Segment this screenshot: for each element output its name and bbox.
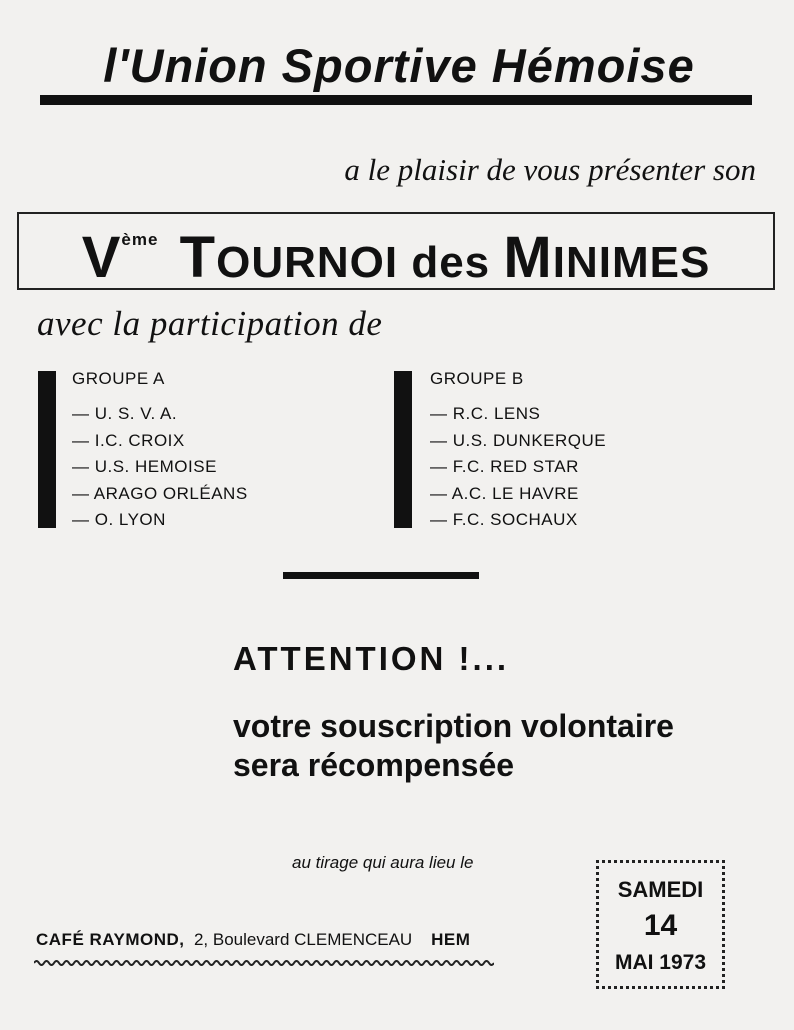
group-a-title: GROUPE A (72, 369, 165, 388)
address-town: HEM (431, 930, 471, 949)
souscription-line-2: sera récompensée (233, 747, 515, 783)
tournament-title (19, 224, 773, 291)
date-box (596, 860, 725, 989)
attention-heading: ATTENTION !... (233, 640, 510, 677)
tirage-text: au tirage qui aura lieu le (292, 853, 474, 872)
tournament-word3-rest: INIMES (552, 238, 711, 287)
souscription-text (233, 707, 674, 785)
list-item: — F.C. RED STAR (430, 457, 579, 477)
list-item: — R.C. LENS (430, 404, 541, 423)
address-street: 2, Boulevard CLEMENCEAU (193, 930, 413, 949)
list-item: — F.C. SOCHAUX (430, 510, 578, 530)
list-item: — A.C. LE HAVRE (430, 483, 579, 503)
tournament-word3-initial: M (503, 225, 553, 290)
participation-intro: avec la participation de (37, 304, 383, 343)
divider (283, 572, 479, 579)
wavy-underline (34, 959, 494, 967)
tournament-word1-initial: T (179, 225, 217, 290)
list-item: — U.S. DUNKERQUE (430, 430, 607, 450)
subtitle: a le plaisir de vous présenter son (344, 152, 756, 187)
souscription-line-1: votre souscription volontaire (233, 708, 674, 744)
tournament-word1-rest: OURNOI (216, 238, 399, 287)
date-month-year: MAI 1973 (614, 951, 707, 974)
group-b-list (430, 401, 606, 534)
page-title: l'Union Sportive Hémoise (103, 39, 695, 92)
tournament-ordinal-suffix: ème (121, 230, 159, 249)
group-b-title: GROUPE B (430, 369, 524, 388)
list-item: — ARAGO ORLÉANS (72, 483, 248, 503)
date-number: 14 (643, 909, 678, 942)
list-item: — O. LYON (72, 510, 166, 530)
group-a-bar (38, 371, 56, 528)
tournament-ordinal: V (81, 225, 122, 290)
group-a-list (72, 401, 248, 534)
title-underline (40, 95, 752, 105)
address (36, 930, 470, 950)
tournament-word2: des (411, 238, 491, 287)
list-item: — I.C. CROIX (72, 430, 185, 450)
group-b-bar (394, 371, 412, 528)
list-item: — U.S. HEMOISE (72, 457, 217, 477)
tournament-title-box (17, 212, 775, 290)
address-venue: CAFÉ RAYMOND, (36, 930, 185, 949)
date-day: SAMEDI (617, 877, 704, 902)
list-item: — U. S. V. A. (72, 404, 178, 423)
